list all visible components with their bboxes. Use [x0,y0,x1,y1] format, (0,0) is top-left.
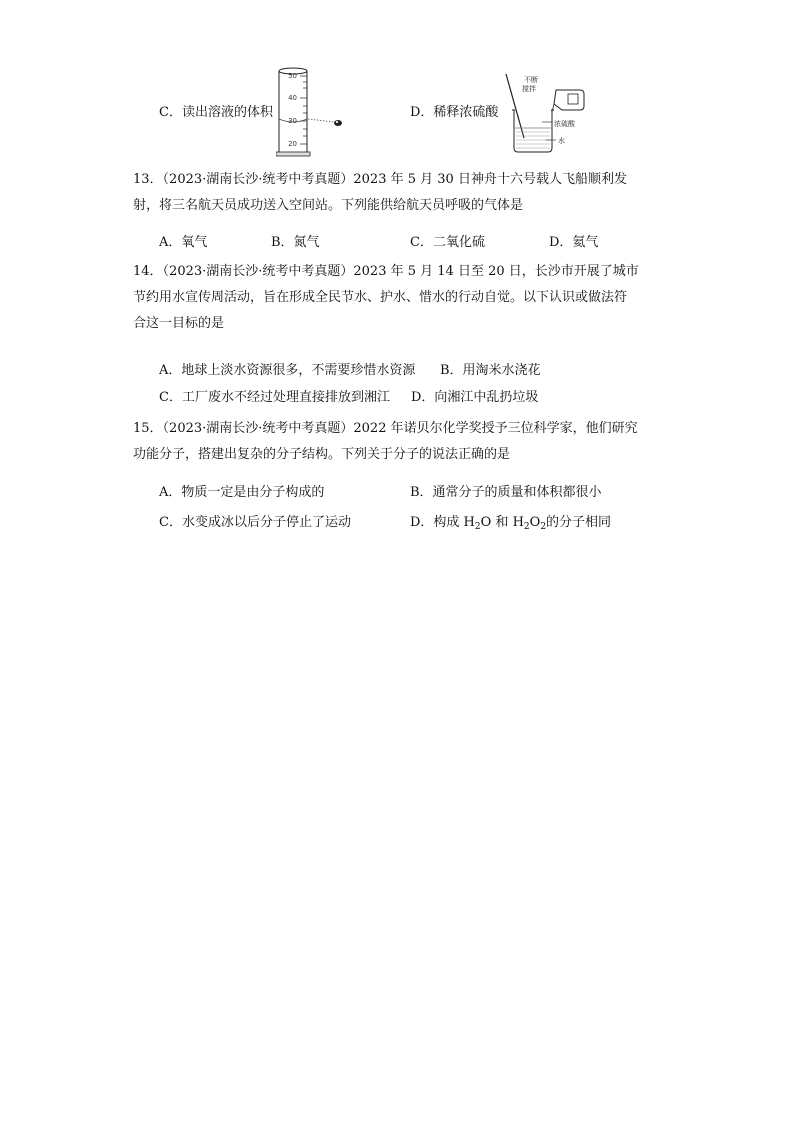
q14-option-b: B．用淘米水浇花 [440,363,541,378]
beaker-label-water: 水 [558,137,565,145]
q12-option-d: D．稀释浓硫酸 [410,105,499,120]
question-15 [133,416,663,468]
beaker-label-stir-1: 不断 [524,76,538,84]
q14-line-1: 14．（2023·湖南长沙·统考中考真题）2023 年 5 月 14 日至 20 日，长沙市开展了城市 [133,264,639,279]
q15-line-2: 功能分子，搭建出复杂的分子结构。下列关于分子的说法正确的是 [133,447,511,462]
q13-option-a: A．氧气 [159,235,208,250]
beaker-label-acid: 浓硫酸 [554,120,575,128]
q12-option-c: C．读出溶液的体积 [159,105,273,120]
q15-option-a: A．物质一定是由分子构成的 [159,485,325,500]
q14-line-3: 合这一目标的是 [133,316,225,331]
dilute-sulfuric-acid-figure [498,72,590,154]
q15-option-b: B．通常分子的质量和体积都很小 [410,485,602,500]
graduated-cylinder-figure [276,66,348,160]
q15-line-1: 15．（2023·湖南长沙·统考中考真题）2022 年诺贝尔化学奖授予三位科学家，他们研究 [133,421,638,436]
q14-line-2: 节约用水宣传周活动，旨在形成全民节水、护水、惜水的行动自觉。以下认识或做法符 [133,290,628,305]
cylinder-tick-40: 40 [288,94,297,102]
cylinder-tick-20: 20 [288,140,297,148]
acid-bottle-icon [552,90,584,112]
question-13 [133,167,663,219]
q14-option-a: A．地球上淡水资源很多，不需要珍惜水资源 [159,363,416,378]
q13-option-d: D．氦气 [549,235,599,250]
eye-icon [334,120,342,126]
q13-line-2: 射，将三名航天员成功送入空间站。下列能供给航天员呼吸的气体是 [133,198,524,213]
q15-option-d: D．构成 $H_2O$ 和 $H_2O_2$的分子相同 [410,515,612,532]
q13-line-1: 13．（2023·湖南长沙·统考中考真题）2023 年 5 月 30 日神舟十六号载人飞船顺利发 [133,172,627,187]
q13-option-b: B．氮气 [271,235,320,250]
q15-option-c: C．水变成冰以后分子停止了运动 [159,515,351,530]
q14-option-d: D．向湘江中乱扔垃圾 [411,390,539,405]
cylinder-tick-50: 50 [288,72,297,80]
q14-option-c: C．工厂废水不经过处理直接排放到湘江 [159,390,390,405]
cylinder-tick-30: 30 [288,117,297,125]
q13-option-c: C．二氧化硫 [410,235,485,250]
question-14 [133,259,663,337]
beaker-label-stir-2: 搅拌 [522,85,536,93]
